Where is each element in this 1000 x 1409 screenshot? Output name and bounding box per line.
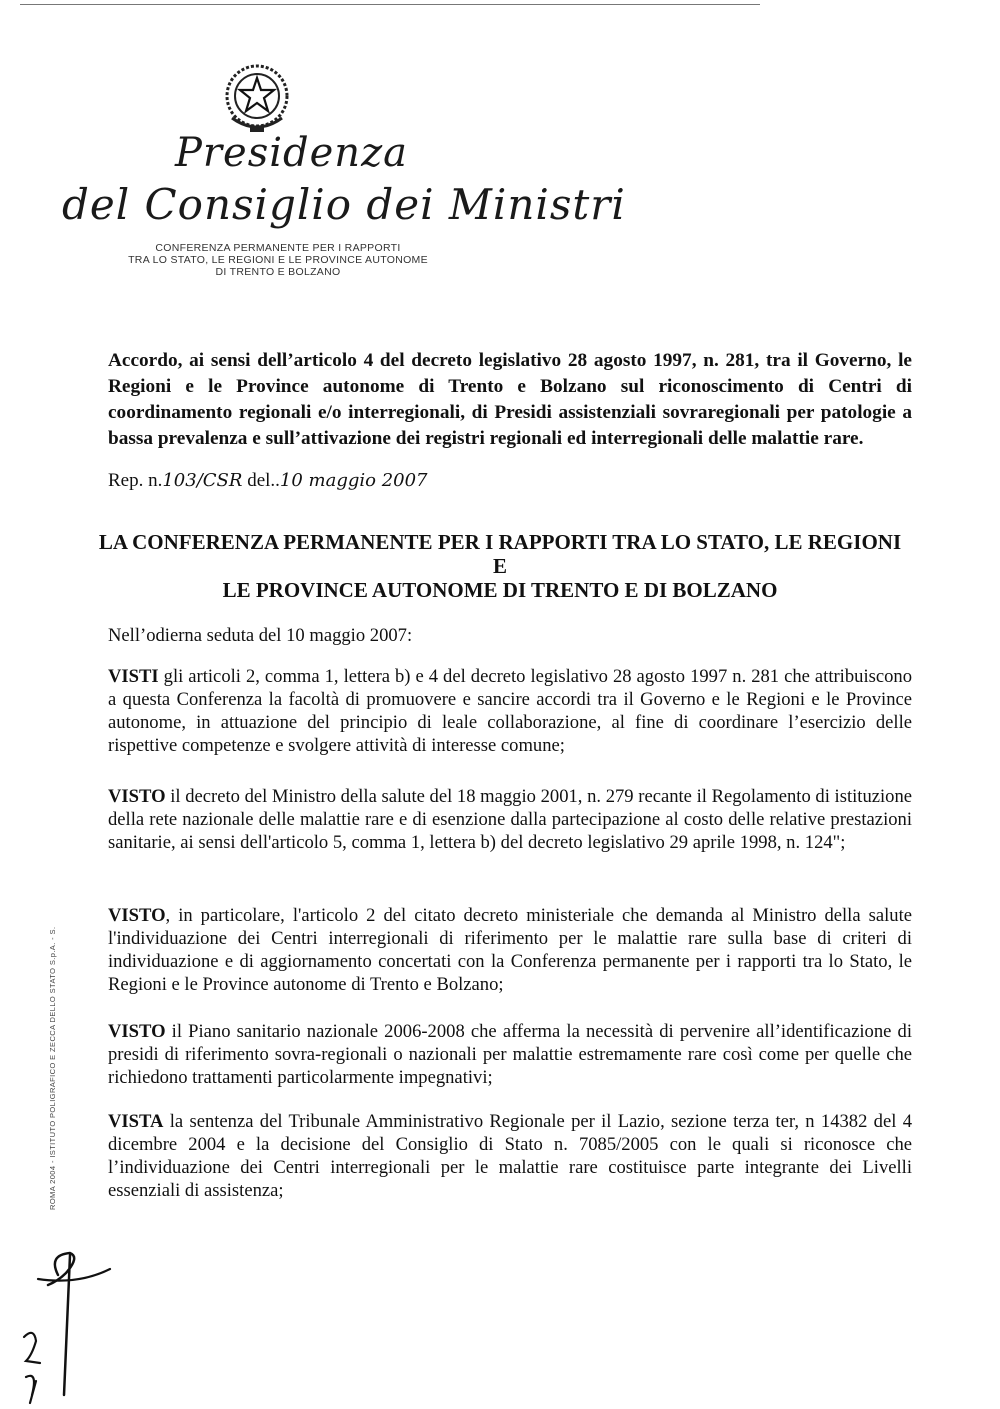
presidency-script-title: Presidenza [175,130,408,176]
letterhead-line: CONFERENZA PERMANENTE PER I RAPPORTI [155,242,401,254]
rep-date-handwritten: 10 maggio 2007 [279,470,428,491]
heading-line: LA CONFERENZA PERMANENTE PER I RAPPORTI TRA LO STATO, LE REGIONI E [98,530,902,578]
whereas-paragraph [108,904,912,996]
handwritten-signature-icon [18,1245,138,1405]
whereas-paragraph [108,785,912,854]
conference-letterhead [108,242,448,278]
paragraph-text: gli articoli 2, comma 1, lettera b) e 4 del decreto legislativo 28 agosto 1997 n. 281 che attribuiscono a questa Conferenza la facoltà di promuovere e sancire accordi tra il Governo e le Regioni e le Province autonome, in attuazione del principio di leale collaborazione, al fine di coordinare l’esercizio delle rispettive competenze e svolgere attività di interesse comune; [108,666,912,756]
italian-republic-emblem-icon [222,60,292,136]
whereas-paragraph [108,665,912,757]
paragraph-text: , in particolare, l'articolo 2 del citato decreto ministeriale che demanda al Ministro della salute l'individuazione dei Centri interregionali di riferimento per le malattie rare sulla base di criteri di individuazione e di aggiornamento concertati con la Conferenza permanente per i rapporti tra lo Stato, le Regioni e le Province autonome di Trento e Bolzano; [108,905,912,995]
paragraph-lead: VISTO [108,786,166,807]
printer-imprint: ROMA 2004 - ISTITUTO POLIGRAFICO E ZECCA DELLO STATO S.p.A. - S. [48,926,57,1210]
paragraph-lead: VISTO [108,905,166,926]
session-intro: Nell’odierna seduta del 10 maggio 2007: [108,625,413,646]
scan-top-edge-line [20,4,760,5]
rep-del-label: del [247,470,271,491]
letterhead-line: TRA LO STATO, LE REGIONI E LE PROVINCE AUTONOME [128,254,428,266]
rep-prefix: Rep. n. [108,470,163,491]
paragraph-text: il Piano sanitario nazionale 2006-2008 che afferma la necessità di pervenire all’identificazione di presidi di riferimento sovra-regionali o nazionali per malattie estremamente rare così come per quelle che richiedono trattamenti particolarmente impegnativi; [108,1021,912,1088]
conference-heading [90,530,910,602]
document-title: Accordo, ai sensi dell’articolo 4 del decreto legislativo 28 agosto 1997, n. 281, tra il Governo, le Regioni e le Province autonome di Trento e Bolzano sul riconoscimento di Centri di coordinamento regionali e/o interregionali, di Presidi assistenziali sovraregionali per patologie a bassa prevalenza e sull’attivazione dei registri regionali ed interregionali delle malattie rare. [108,350,912,449]
paragraph-text: la sentenza del Tribunale Amministrativo Regionale per il Lazio, sezione terza ter, n 14382 del 4 dicembre 2004 e la decisione del Consiglio di Stato n. 7085/2005 con le quali si riconosce che l’individuazione dei Centri interregionali per le malattie rare costituisce parte integrante dei Livelli essenziali di assistenza; [108,1111,912,1201]
heading-line: LE PROVINCE AUTONOME DI TRENTO E DI BOLZANO [222,578,778,602]
letterhead-line: DI TRENTO E BOLZANO [215,266,341,278]
paragraph-lead: VISTO [108,1021,166,1042]
paragraph-lead: VISTA [108,1111,164,1132]
whereas-paragraph [108,1020,912,1089]
rep-number-handwritten: 103/CSR [162,470,243,491]
repertory-line: Rep. n.103/CSR del..10 maggio 2007 [108,470,428,491]
paragraph-text: il decreto del Ministro della salute del 18 maggio 2001, n. 279 recante il Regolamento di istituzione della rete nazionale delle malattie rare e di esenzione dalla partecipazione al costo delle relative prestazioni sanitarie, ai sensi dell'articolo 5, comma 1, lettera b) del decreto legislativo 29 aprile 1998, n. 124"; [108,786,912,853]
paragraph-lead: VISTI [108,666,159,687]
whereas-paragraph [108,1110,912,1202]
council-of-ministers-script-title: del Consiglio dei Ministri [62,180,626,229]
